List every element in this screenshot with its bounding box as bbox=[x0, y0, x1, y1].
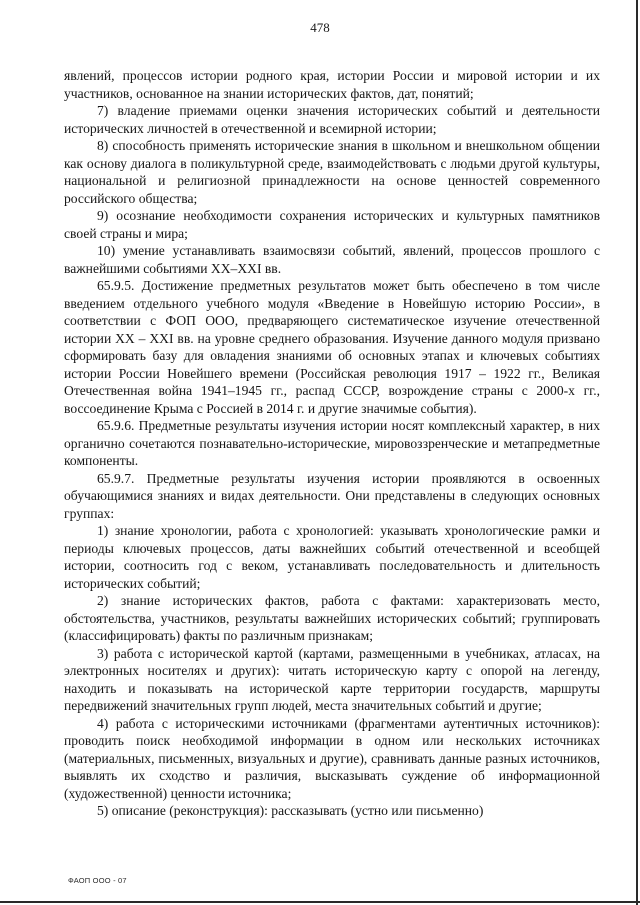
paragraph-65-9-6: 65.9.6. Предметные результаты изучения истории носят комплексный характер, в них органично сочетаются познавательно-исторические, мировоззренческие и метапредметные компоненты. bbox=[64, 418, 600, 468]
paragraph-group-1: 1) знание хронологии, работа с хронологией: указывать хронологические рамки и периоды ключевых процессов, даты важнейших событий отечественной и всеобщей истории, соотносить год с веком, устанавливать последовательность и длительность исторических событий; bbox=[64, 523, 600, 591]
scan-edge-bottom bbox=[0, 901, 640, 903]
page-footer: ФАОП ООО - 07 bbox=[68, 876, 127, 885]
paragraph-item-7: 7) владение приемами оценки значения исторических событий и деятельности исторических личностей в отечественной и всемирной истории; bbox=[64, 103, 600, 136]
paragraph-group-2: 2) знание исторических фактов, работа с фактами: характеризовать место, обстоятельства, участников, результаты важнейших исторических событий; группировать (классифицировать) факты по различным признакам; bbox=[64, 593, 600, 643]
document-body bbox=[64, 67, 600, 820]
paragraph-group-4: 4) работа с историческими источниками (фрагментами аутентичных источников): проводить поиск необходимой информации в одном или нескольких источниках (материальных, письменных, визуальных и другие), сравнивать данные разных источников, выявлять их сходство и различия, высказывать суждение об информационной (художественной) ценности источника; bbox=[64, 715, 600, 801]
paragraph-group-5: 5) описание (реконструкция): рассказывать (устно или письменно) bbox=[97, 803, 484, 818]
paragraph-65-9-5: 65.9.5. Достижение предметных результатов может быть обеспечено в том числе введением отдельного учебного модуля «Введение в Новейшую историю России», в соответствии с ФОП ООО, предваряющего систематическое изучение отечественной истории XX – XXI вв. на уровне среднего образования. Изучение данного модуля призвано сформировать базу для овладения знаниями об основных этапах и ключевых событиях истории России Новейшего времени (Российская революция 1917 – 1922 гг., Великая Отечественная война 1941–1945 гг., распад СССР, возрождение страны с 2000-х гг., воссоединение Крыма с Россией в 2014 г. и другие значимые события). bbox=[64, 278, 600, 416]
paragraph-group-3: 3) работа с исторической картой (картами, размещенными в учебниках, атласах, на электронных носителях и других): читать историческую карту с опорой на легенду, находить и показывать на исторической карте территории государств, маршруты передвижений значительных групп людей, места значительных событий и другие; bbox=[64, 645, 600, 713]
paragraph-item-10: 10) умение устанавливать взаимосвязи событий, явлений, процессов прошлого с важнейшими событиями XX–XXI вв. bbox=[64, 243, 600, 276]
paragraph-continuation: явлений, процессов истории родного края, истории России и мировой истории и их участников, основанное на знании исторических фактов, дат, понятий; bbox=[64, 68, 600, 101]
page-number: 478 bbox=[310, 20, 330, 35]
paragraph-item-9: 9) осознание необходимости сохранения исторических и культурных памятников своей страны и мира; bbox=[64, 208, 600, 241]
paragraph-65-9-7: 65.9.7. Предметные результаты изучения истории проявляются в освоенных обучающимися знаниях и видах деятельности. Они представлены в следующих основных группах: bbox=[64, 470, 600, 521]
scan-edge-right bbox=[636, 0, 638, 905]
paragraph-item-8: 8) способность применять исторические знания в школьном и внешкольном общении как основу диалога в поликультурной среде, взаимодействовать с людьми другой культуры, национальной и религиозной принадлежности на основе ценностей современного российского общества; bbox=[64, 138, 600, 206]
